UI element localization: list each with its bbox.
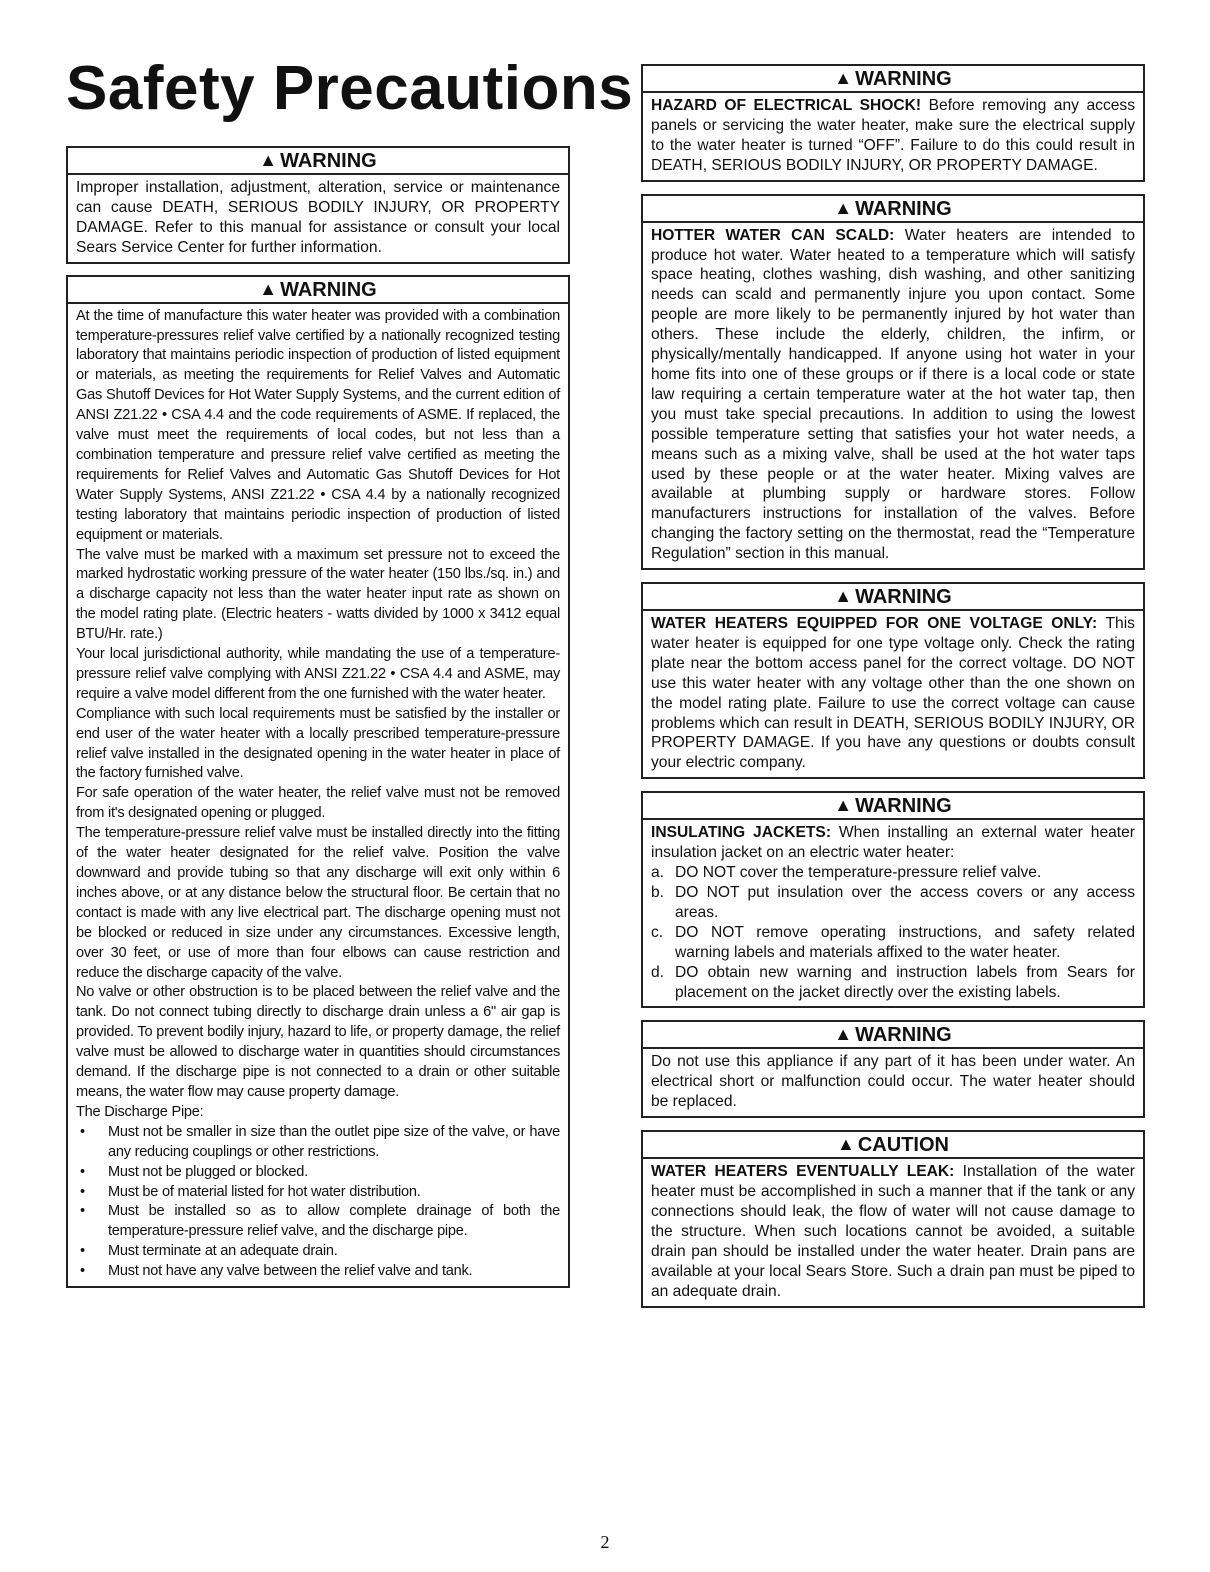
caution-text: Installation of the water heater must be accomplished in such a manner that if the tank or any connections should leak, the flow of water will not cause damage to the structure. When such locations cannot be avoided, a suitable drain pan should be installed under the water heater. Drain pans are available at your local Sears Store. Such a drain pan must be piped to an adequate drain. <box>651 1163 1135 1300</box>
warning-triangle-icon: ▲ <box>834 586 853 607</box>
warning-triangle-icon: ▲ <box>259 278 278 299</box>
list-item: • Must not have any valve between the relief valve and tank. <box>76 1262 560 1282</box>
warning-lead: WATER HEATERS EQUIPPED FOR ONE VOLTAGE ONLY: <box>651 615 1098 633</box>
warning-box-scald <box>641 194 1145 570</box>
right-column <box>641 64 1145 1320</box>
warning-box-one-voltage <box>641 582 1145 779</box>
warning-box-insulating-jackets <box>641 791 1145 1008</box>
warning-box-relief-valve <box>66 275 570 1288</box>
bullet-icon: • <box>80 1243 85 1260</box>
bullet-icon: • <box>80 1123 85 1140</box>
warning-triangle-icon: ▲ <box>834 1024 853 1045</box>
insulating-jacket-list <box>651 863 1135 1002</box>
warning-text: Do not use this appliance if any part of it has been under water. An electrical short or malfunction could occur. The water heater should be replaced. <box>651 1053 1135 1111</box>
warning-heading: ▲ WARNING <box>643 1022 1143 1049</box>
warning-text: Water heaters are intended to produce hot water. Water heated to a temperature which will satisfy space heating, clothes washing, dish washing, and other sanitizing needs can scald and permanently injure you upon contact. Some people are more likely to be permanently injured by hot water than others. These include the elderly, children, the infirm, or physically/mentally handicapped. If anyone using hot water in your home fits into one of these groups or if there is a local code or state law requiring a certain temperature water at the hot water tap, then you must take special precautions. In addition to using the lowest possible temperature setting that satisfies your hot water needs, a means such as a mixing valve, shall be used at the hot water taps used by these people or at the water heater. Mixing valves are available at plumbing supply or hardware stores. Follow manufacturers instructions for installation of the valves. Before changing the factory setting on the thermostat, read the “Temperature Regulation” section in this manual. <box>651 226 1135 563</box>
warning-heading: ▲ WARNING <box>643 793 1143 820</box>
bullet-icon: • <box>80 1203 85 1220</box>
bullet-icon: • <box>80 1183 85 1200</box>
warning-body <box>643 93 1143 180</box>
caution-body <box>643 1159 1143 1305</box>
warning-body <box>643 1049 1143 1116</box>
warning-lead: HOTTER WATER CAN SCALD: <box>651 226 895 244</box>
warning-heading: ▲ WARNING <box>643 196 1143 223</box>
list-item: a. DO NOT cover the temperature-pressure relief valve. <box>651 864 1042 882</box>
warning-triangle-icon: ▲ <box>834 68 853 88</box>
list-item: • Must not be plugged or blocked. <box>76 1163 560 1183</box>
list-item: • Must not be smaller in size than the outlet pipe size of the valve, or have any reducing couplings or other restrictions. <box>80 1123 560 1160</box>
list-item: b. DO NOT put insulation over the access covers or any access areas. <box>651 884 1135 921</box>
bullet-icon: • <box>80 1263 85 1280</box>
warning-heading: ▲ WARNING <box>68 148 568 175</box>
warning-triangle-icon: ▲ <box>834 795 853 816</box>
warning-lead: INSULATING JACKETS: <box>651 824 832 842</box>
warning-body <box>643 611 1143 777</box>
warning-box-improper-installation <box>66 146 570 264</box>
warning-text: Before removing any access panels or servicing the water heater, make sure the electrical supply to the water heater is turned “OFF”. Failure to do this could result in DEATH, SERIOUS BODILY INJURY, OR PROPERTY DAMAGE. <box>651 97 1136 174</box>
warning-triangle-icon: ▲ <box>259 150 278 170</box>
list-item: c. DO NOT remove operating instructions, and safety related warning labels and materials affixed to the water heater. <box>651 923 1135 961</box>
discharge-pipe-label: The Discharge Pipe: <box>76 1103 204 1120</box>
warning-box-electrical-shock <box>641 64 1145 182</box>
warning-triangle-icon: ▲ <box>834 197 853 218</box>
left-column <box>66 146 570 1299</box>
warning-text: When installing an external water heater insulation jacket on an electric water heater: <box>651 824 1135 862</box>
caution-heading: ▲ CAUTION <box>643 1132 1143 1159</box>
list-item: • Must terminate at an adequate drain. <box>76 1242 560 1262</box>
warning-paragraph: For safe operation of the water heater, the relief valve must not be removed from it's designated opening or plugged. <box>76 785 560 822</box>
bullet-icon: • <box>80 1163 85 1180</box>
warning-body <box>643 820 1143 1006</box>
warning-body <box>68 304 568 1286</box>
caution-lead: WATER HEATERS EVENTUALLY LEAK: <box>651 1163 955 1181</box>
warning-paragraph: Improper installation, adjustment, alteration, service or maintenance can cause DEATH, SERIOUS BODILY INJURY, OR PROPERTY DAMAGE. Refer to this manual for assistance or consult your local Sears Service Center for further information. <box>76 179 560 256</box>
page-title: Safety Precautions <box>66 54 634 123</box>
list-item: d. DO obtain new warning and instruction labels from Sears for placement on the jacket directly over the existing labels. <box>651 963 1135 1001</box>
warning-paragraph: No valve or other obstruction is to be placed between the relief valve and the tank. Do not connect tubing directly to discharge drain unless a 6" air gap is provided. To prevent bodily injury, hazard to life, or property damage, the relief valve must be allowed to discharge water in quantities should circumstances demand. If the discharge pipe is not connected to a drain or other suitable means, the water flow may cause property damage. <box>76 984 560 1100</box>
warning-paragraph: Your local jurisdictional authority, while mandating the use of a temperature-pressure relief valve complying with ANSI Z21.22 • CSA 4.4 and ASME, may require a valve model different from the one furnished with the water heater. <box>76 646 560 702</box>
caution-box-leak <box>641 1130 1145 1307</box>
warning-body <box>643 223 1143 568</box>
warning-paragraph: At the time of manufacture this water heater was provided with a combination temperature-pressures relief valve certified by a nationally recognized testing laboratory that maintains periodic inspection of production of listed equipment or materials, as meeting the requirements for Relief Valves and Automatic Gas Shutoff Devices for Hot Water Supply Systems, and the current edition of ANSI Z21.22 • CSA 4.4 and the code requirements of ASME. If replaced, the valve must meet the requirements of local codes, but not less than a combination temperature and pressure relief valve certified as meeting the requirements for Relief Valves and Automatic Gas Shutoff Devices for Hot Water Supply Systems, ANSI Z21.22 • CSA 4.4 by a nationally recognized testing laboratory that maintains periodic inspection of production of listed equipment or materials. <box>76 307 560 543</box>
page-number: 2 <box>600 1532 610 1552</box>
discharge-pipe-list <box>76 1123 560 1282</box>
warning-body <box>68 175 568 262</box>
warning-triangle-icon: ▲ <box>837 1134 855 1155</box>
warning-heading: ▲ WARNING <box>643 66 1143 93</box>
warning-paragraph: Compliance with such local requirements must be satisfied by the installer or end user of the water heater with a locally prescribed temperature-pressure relief valve installed in the designated opening in the water heater in place of the factory furnished valve. <box>76 705 560 782</box>
warning-heading: ▲ WARNING <box>68 277 568 304</box>
warning-heading: ▲ WARNING <box>643 584 1143 611</box>
warning-lead: HAZARD OF ELECTRICAL SHOCK! <box>651 97 922 114</box>
list-item: • Must be of material listed for hot water distribution. <box>76 1183 560 1203</box>
list-item: • Must be installed so as to allow complete drainage of both the temperature-pressure relief valve, and the discharge pipe. <box>80 1203 560 1240</box>
warning-paragraph: The temperature-pressure relief valve must be installed directly into the fitting of the water heater designated for the relief valve. Position the valve downward and provide tubing so that any discharge will exit only within 6 inches above, or at any distance below the structural floor. Be certain that no contact is made with any live electrical part. The discharge opening must not be blocked or reduced in size under any circumstances. Excessive length, over 30 feet, or use of more than four elbows can cause restriction and reduce the discharge capacity of the valve. <box>76 825 560 981</box>
warning-paragraph: The valve must be marked with a maximum set pressure not to exceed the marked hydrostatic working pressure of the water heater (150 lbs./sq. in.) and a discharge capacity not less than the water heater input rate as shown on the model rating plate. (Electric heaters - watts divided by 1000 x 3412 equal BTU/Hr. rate.) <box>76 546 560 643</box>
warning-box-under-water <box>641 1020 1145 1118</box>
warning-text: This water heater is equipped for one type voltage only. Check the rating plate near the bottom access panel for the correct voltage. DO NOT use this water heater with any voltage other than the one shown on the model rating plate. Failure to use the correct voltage can cause problems which can result in DEATH, SERIOUS BODILY INJURY, OR PROPERTY DAMAGE. If you have any questions or doubts consult your electric company. <box>651 615 1135 772</box>
